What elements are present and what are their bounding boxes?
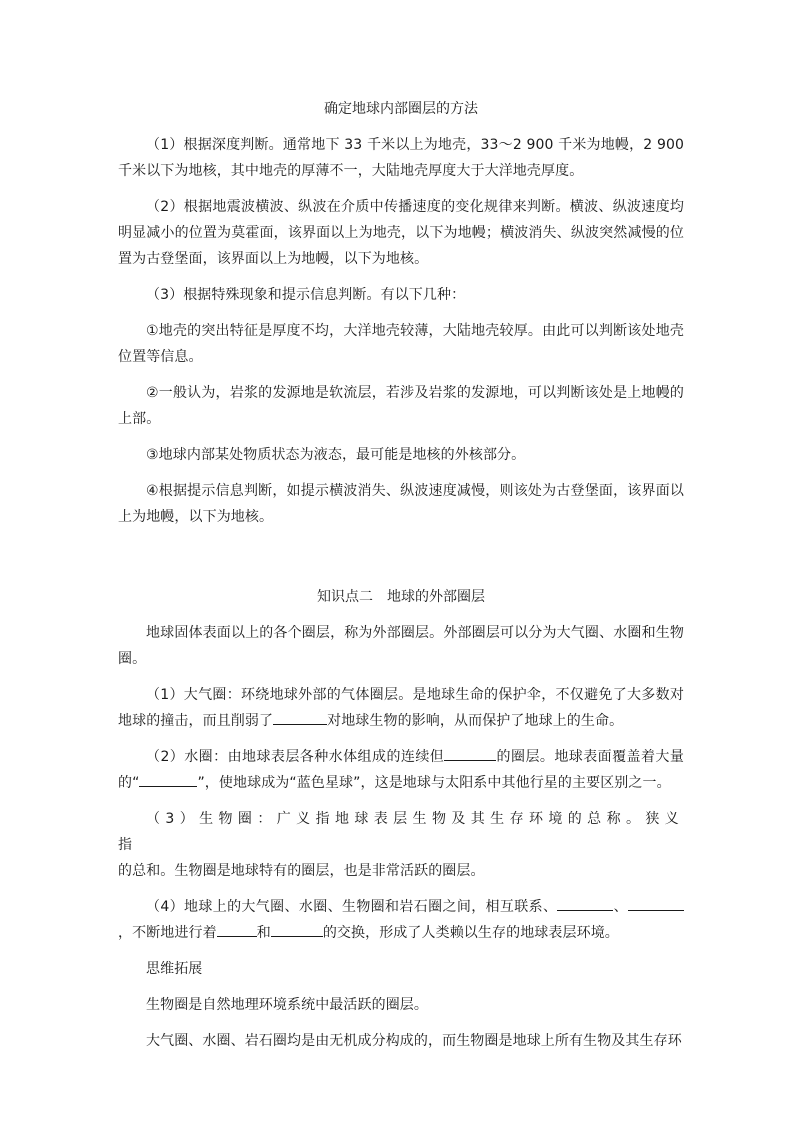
paragraph-thinking-extension: 思维拓展 — [146, 961, 203, 977]
fill-in-blank[interactable] — [628, 909, 684, 911]
fill-in-blank[interactable] — [444, 759, 496, 761]
paragraph-liquid-core: ③地球内部某处物质状态为液态，最可能是地核的外核部分。 — [146, 447, 526, 463]
fill-in-blank[interactable] — [271, 935, 323, 937]
paragraph-inorganic-layers: 大气圈、水圈、岩石圈均是由无机成分构成的，而生物圈是地球上所有生物及其生存环 — [146, 1033, 682, 1049]
section-spacer — [118, 540, 684, 584]
fill-in-blank[interactable] — [273, 723, 327, 725]
text-segment: （1）大气圈：环绕地球外部的气体圈层。是地球生命的保护伞，不仅避免了大多数对地球的撞击，而且削弱了 — [118, 687, 684, 729]
text-segment: 对地球生物的影响，从而保护了地球上的生命。 — [327, 713, 624, 729]
text-segment: （2）水圈：由地球表层各种水体组成的连续但 — [146, 749, 445, 765]
paragraph-biosphere-active: 生物圈是自然地理环境系统中最活跃的圈层。 — [146, 997, 428, 1013]
document-content — [118, 96, 684, 1064]
paragraph-hydrosphere — [118, 744, 684, 796]
fill-in-blank[interactable] — [139, 785, 197, 787]
section-title-outer-layers: 知识点二 地球的外部圈层 — [317, 589, 485, 605]
text-segment: ”，使地球成为“蓝色星球”，这是地球与太阳系中其他行星的主要区别之一。 — [197, 775, 671, 791]
paragraph-biosphere — [118, 806, 684, 884]
text-segment: （3）生物圈：广义指地球表层生物及其生存环境的总称。狭义指 — [118, 811, 684, 853]
paragraph-special-phenomena: （3）根据特殊现象和提示信息判断。有以下几种： — [146, 287, 466, 303]
paragraph-seismic-waves: （2）根据地震波横波、纵波在介质中传播速度的变化规律来判断。横波、纵波速度均明显减小的位置为莫霍面，该界面以上为地壳，以下为地幔；横波消失、纵波突然减慢的位置为古登堡面，该界面以上为地幔，以下为地核。 — [118, 199, 684, 267]
text-segment: ，不断地进行着 — [118, 925, 217, 941]
paragraph-magma-source: ②一般认为，岩浆的发源地是软流层，若涉及岩浆的发源地，可以判断该处是上地幔的上部。 — [118, 385, 684, 427]
text-segment: 和 — [256, 925, 271, 941]
text-segment: 的总和。生物圈是地球特有的圈层，也是非常活跃的圈层。 — [118, 863, 485, 879]
text-segment: 的交换，形成了人类赖以生存的地球表层环境。 — [322, 925, 619, 941]
text-segment: 、 — [613, 899, 628, 915]
fill-in-blank[interactable] — [217, 935, 257, 937]
text-segment: （4）地球上的大气圈、水圈、生物圈和岩石圈之间，相互联系、 — [146, 899, 558, 915]
paragraph-gutenberg: ④根据提示信息判断，如提示横波消失、纵波速度减慢，则该处为古登堡面，该界面以上为地幔，以下为地核。 — [118, 483, 684, 525]
paragraph-depth: （1）根据深度判断。通常地下 33 千米以上为地壳，33～2 900 千米为地幔，2 900 千米以下为地核，其中地壳的厚薄不一，大陆地壳厚度大于大洋地壳厚度。 — [118, 137, 684, 179]
fill-in-blank[interactable] — [557, 909, 613, 911]
section-title-inner-layers: 确定地球内部圈层的方法 — [324, 101, 478, 117]
paragraph-outer-layers-intro: 地球固体表面以上的各个圈层，称为外部圈层。外部圈层可以分为大气圈、水圈和生物圈。 — [118, 625, 684, 667]
paragraph-interaction — [118, 894, 684, 946]
paragraph-atmosphere — [118, 682, 684, 734]
text-segment: 的圈层。地球表面覆盖着大量的“ — [118, 749, 684, 791]
paragraph-crust-thickness: ①地壳的突出特征是厚度不均，大洋地壳较薄，大陆地壳较厚。由此可以判断该处地壳位置等信息。 — [118, 323, 684, 365]
